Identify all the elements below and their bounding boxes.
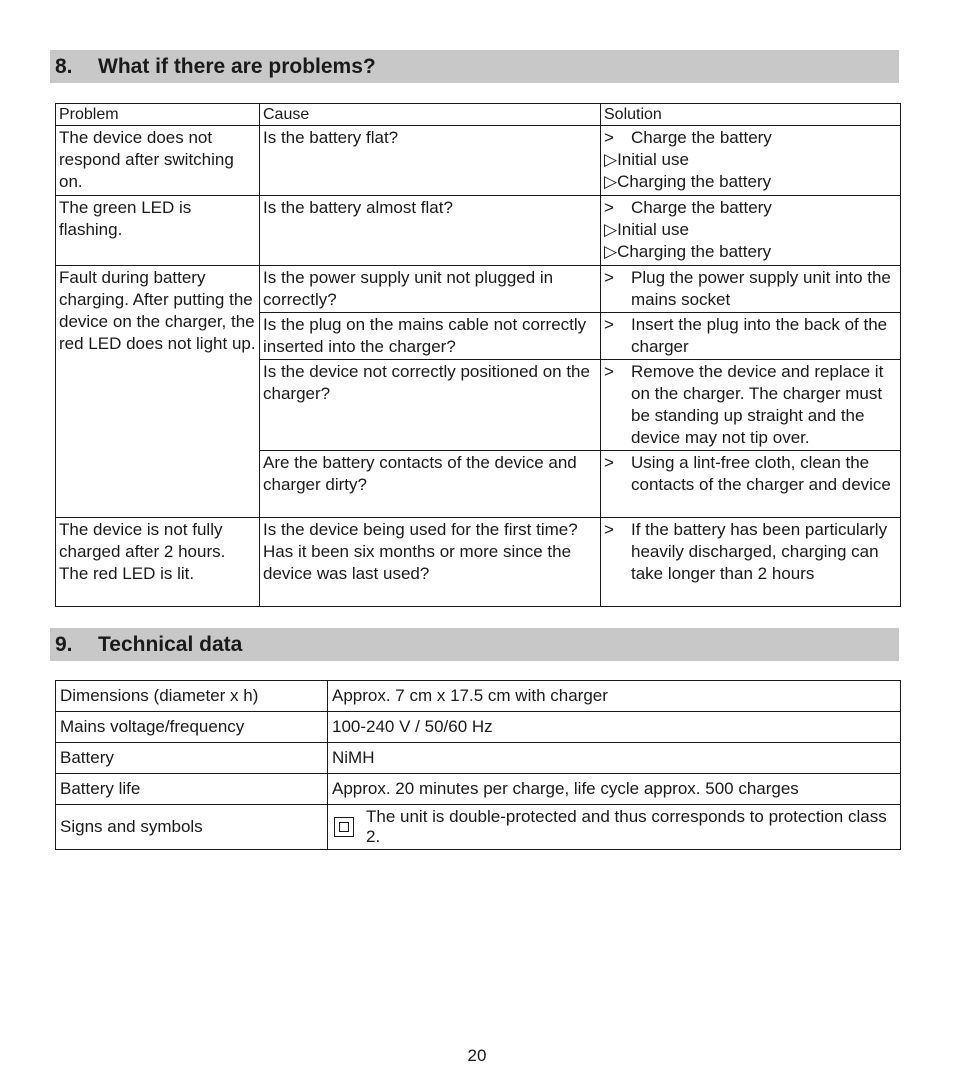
reference-link (604, 149, 897, 171)
section-number: 8. (55, 55, 73, 78)
header-problem: Problem (56, 104, 260, 126)
table-row (56, 266, 901, 313)
reference-text: Initial use (617, 150, 689, 169)
solution-cell (601, 313, 901, 360)
arrow-icon: > (604, 453, 614, 472)
header-solution: Solution (601, 104, 901, 126)
arrow-icon: > (604, 268, 614, 287)
spec-value: 100-240 V / 50/60 Hz (328, 712, 901, 743)
triangle-icon: ▷ (604, 172, 618, 191)
cause-cell: Is the device not correctly positioned on the charger? (260, 360, 601, 451)
cause-cell: Is the plug on the mains cable not correctly inserted into the charger? (260, 313, 601, 360)
table-row (56, 743, 901, 774)
solution-text: Insert the plug into the back of the charger (631, 315, 888, 356)
spec-label: Signs and symbols (56, 805, 328, 850)
section-title: What if there are problems? (98, 55, 376, 78)
header-cause: Cause (260, 104, 601, 126)
problem-cell: The green LED is flashing. (56, 196, 260, 266)
arrow-icon: > (604, 362, 614, 381)
arrow-icon: > (604, 198, 614, 217)
spec-value: NiMH (328, 743, 901, 774)
reference-text: Charging the battery (617, 172, 772, 191)
cause-cell: Is the battery almost flat? (260, 196, 601, 266)
cause-cell: Is the power supply unit not plugged in correctly? (260, 266, 601, 313)
spec-label: Battery (56, 743, 328, 774)
reference-link (604, 219, 897, 241)
problem-cell: The device does not respond after switching on. (56, 126, 260, 196)
solution-text: Charge the battery (631, 128, 772, 147)
cause-cell: Is the device being used for the first time? Has it been six months or more since the device was last used? (260, 518, 601, 607)
table-row (56, 126, 901, 196)
arrow-icon: > (604, 315, 614, 334)
solution-text: Remove the device and replace it on the charger. The charger must be standing up straight and the device may not tip over. (631, 362, 884, 447)
spec-label: Battery life (56, 774, 328, 805)
spec-label: Mains voltage/frequency (56, 712, 328, 743)
table-row (56, 681, 901, 712)
spec-value (328, 805, 901, 850)
symbol-row (332, 807, 896, 847)
problem-cell: The device is not fully charged after 2 hours. The red LED is lit. (56, 518, 260, 607)
solution-text: Using a lint-free cloth, clean the contacts of the charger and device (631, 453, 891, 494)
arrow-icon: > (604, 520, 614, 539)
arrow-icon: > (604, 128, 614, 147)
section-heading-problems (50, 50, 899, 83)
triangle-icon: ▷ (604, 242, 618, 261)
reference-text: Initial use (617, 220, 689, 239)
triangle-icon: ▷ (604, 150, 618, 169)
spec-label: Dimensions (diameter x h) (56, 681, 328, 712)
cause-cell: Is the battery flat? (260, 126, 601, 196)
problems-table (55, 103, 901, 607)
solution-cell (601, 126, 901, 196)
solution-cell (601, 196, 901, 266)
table-row (56, 805, 901, 850)
section-number: 9. (55, 633, 73, 656)
technical-data-table (55, 680, 901, 850)
cause-cell: Are the battery contacts of the device and charger dirty? (260, 451, 601, 518)
solution-text: Charge the battery (631, 198, 772, 217)
table-row (56, 774, 901, 805)
spec-value: Approx. 7 cm x 17.5 cm with charger (328, 681, 901, 712)
solution-text: Plug the power supply unit into the mains socket (631, 268, 891, 309)
problem-cell: Fault during battery charging. After putting the device on the charger, the red LED does not light up. (56, 266, 260, 518)
solution-cell (601, 451, 901, 518)
reference-text: Charging the battery (617, 242, 772, 261)
symbol-description: The unit is double-protected and thus corresponds to protection class 2. (366, 807, 887, 846)
triangle-icon: ▷ (604, 220, 618, 239)
spec-value: Approx. 20 minutes per charge, life cycle approx. 500 charges (328, 774, 901, 805)
reference-link (604, 241, 897, 263)
solution-cell (601, 360, 901, 451)
section-title: Technical data (98, 633, 243, 656)
solution-cell (601, 518, 901, 607)
protection-class-2-icon (334, 817, 354, 837)
table-row (56, 196, 901, 266)
table-row (56, 712, 901, 743)
solution-text: If the battery has been particularly heavily discharged, charging can take longer than 2 hours (631, 520, 888, 583)
solution-cell (601, 266, 901, 313)
section-heading-technical-data (50, 628, 899, 661)
page-number: 20 (467, 1046, 487, 1065)
reference-link (604, 171, 897, 193)
table-header-row (56, 104, 901, 126)
table-row (56, 518, 901, 607)
